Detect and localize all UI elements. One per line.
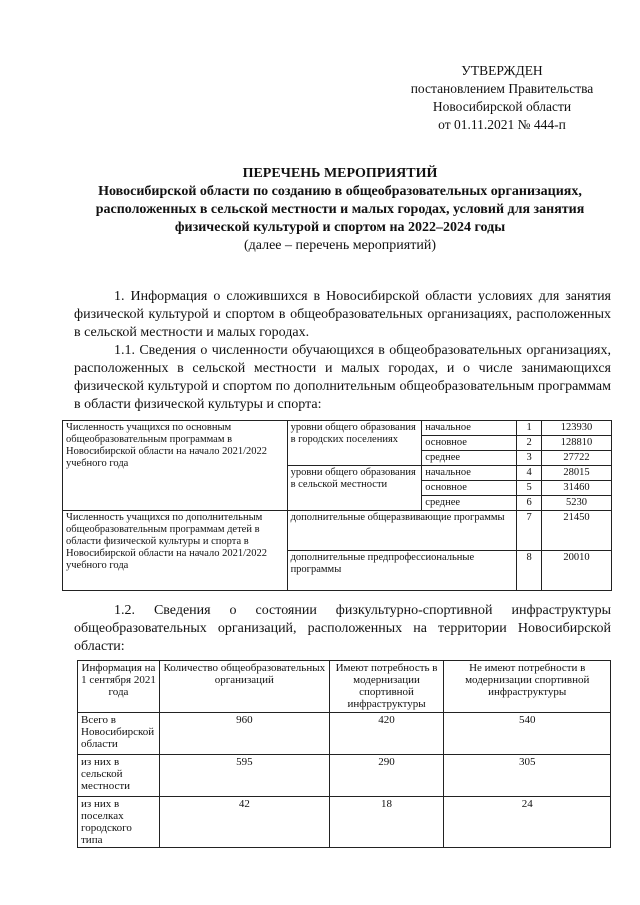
table-row [63,511,612,551]
need-cell: 18 [329,797,444,848]
row-number-cell: 8 [517,551,542,591]
table-row [78,755,611,797]
count-cell: 42 [159,797,329,848]
title-note: (далее – перечень мероприятий) [243,238,436,253]
program-cell: дополнительные общеразвивающие программы [287,511,517,551]
value-cell: 5230 [542,496,612,511]
level-cell: среднее [422,451,517,466]
table-row [78,797,611,848]
table-header-row [78,661,611,713]
row-label-cell: из них в поселках городского типа [78,797,160,848]
rural-levels-label: уровни общего образования в сельской местности [287,466,422,511]
infrastructure-table [77,660,611,848]
section-1-2-paragraph: 1.2. Сведения о состоянии физкультурно-спортивной инфраструктуры общеобразовательных организаций, расположенных на территории Новосибирской области: [74,603,611,654]
approval-block [392,62,612,134]
table-row [78,713,611,755]
title-sub-2: расположенных в сельской местности и малых городах, условий для занятия [95,202,585,217]
row-number-cell: 4 [517,466,542,481]
city-levels-label: уровни общего образования в городских поселениях [287,421,422,466]
value-cell: 27722 [542,451,612,466]
value-cell: 123930 [542,421,612,436]
row-label-cell: из них в сельской местности [78,755,160,797]
no-need-cell: 540 [444,713,611,755]
program-cell: дополнительные предпрофессиональные программы [287,551,517,591]
row-label-cell: Всего в Новосибирской области [78,713,160,755]
title-sub-1: Новосибирской области по созданию в общеобразовательных организациях, [98,184,582,199]
level-cell: среднее [422,496,517,511]
row-number-cell: 5 [517,481,542,496]
header-cell: Количество общеобразовательных организаций [159,661,329,713]
no-need-cell: 24 [444,797,611,848]
table-row [63,421,612,436]
header-cell: Имеют потребность в модернизации спортивной инфраструктуры [329,661,444,713]
additional-programs-label: Численность учащихся по дополнительным общеобразовательным программам детей в области физической культуры и спорта в Новосибирской области на начало 2021/2022 учебного года [63,511,288,591]
students-main-label: Численность учащихся по основным общеобразовательным программам в Новосибирской области на начало 2021/2022 учебного года [63,421,288,511]
row-number-cell: 6 [517,496,542,511]
no-need-cell: 305 [444,755,611,797]
approval-line-2: постановлением Правительства [410,81,594,96]
row-number-cell: 1 [517,421,542,436]
count-cell: 960 [159,713,329,755]
value-cell: 21450 [542,511,612,551]
header-cell: Не имеют потребности в модернизации спортивной инфраструктуры [444,661,611,713]
title-sub-3: физической культурой и спортом на 2022–2024 годы [174,220,506,235]
approval-line-3: Новосибирской области [432,99,572,114]
row-number-cell: 7 [517,511,542,551]
section-1-paragraph: 1. Информация о сложившихся в Новосибирской области условиях для занятия физической культурой и спортом в общеобразовательных организациях, расположенных в сельской местности и малых городах. [74,289,611,340]
level-cell: начальное [422,466,517,481]
document-title [60,165,620,255]
level-cell: начальное [422,421,517,436]
title-main: ПЕРЕЧЕНЬ МЕРОПРИЯТИЙ [242,166,438,181]
row-number-cell: 3 [517,451,542,466]
approval-line-1: УТВЕРЖДЕН [461,63,543,78]
value-cell: 20010 [542,551,612,591]
level-cell: основное [422,436,517,451]
value-cell: 128810 [542,436,612,451]
header-cell: Информация на 1 сентября 2021 года [78,661,160,713]
students-table [62,420,612,591]
value-cell: 31460 [542,481,612,496]
level-cell: основное [422,481,517,496]
need-cell: 420 [329,713,444,755]
approval-line-4: от 01.11.2021 № 444-п [438,117,566,132]
value-cell: 28015 [542,466,612,481]
count-cell: 595 [159,755,329,797]
need-cell: 290 [329,755,444,797]
row-number-cell: 2 [517,436,542,451]
section-1-1-paragraph: 1.1. Сведения о численности обучающихся в общеобразовательных организациях, расположенных в сельской местности и малых городах, и о числе занимающихся физической культурой и спортом по дополнительным общеобразовательным программам в области физической культуры и спорта: [74,343,611,412]
